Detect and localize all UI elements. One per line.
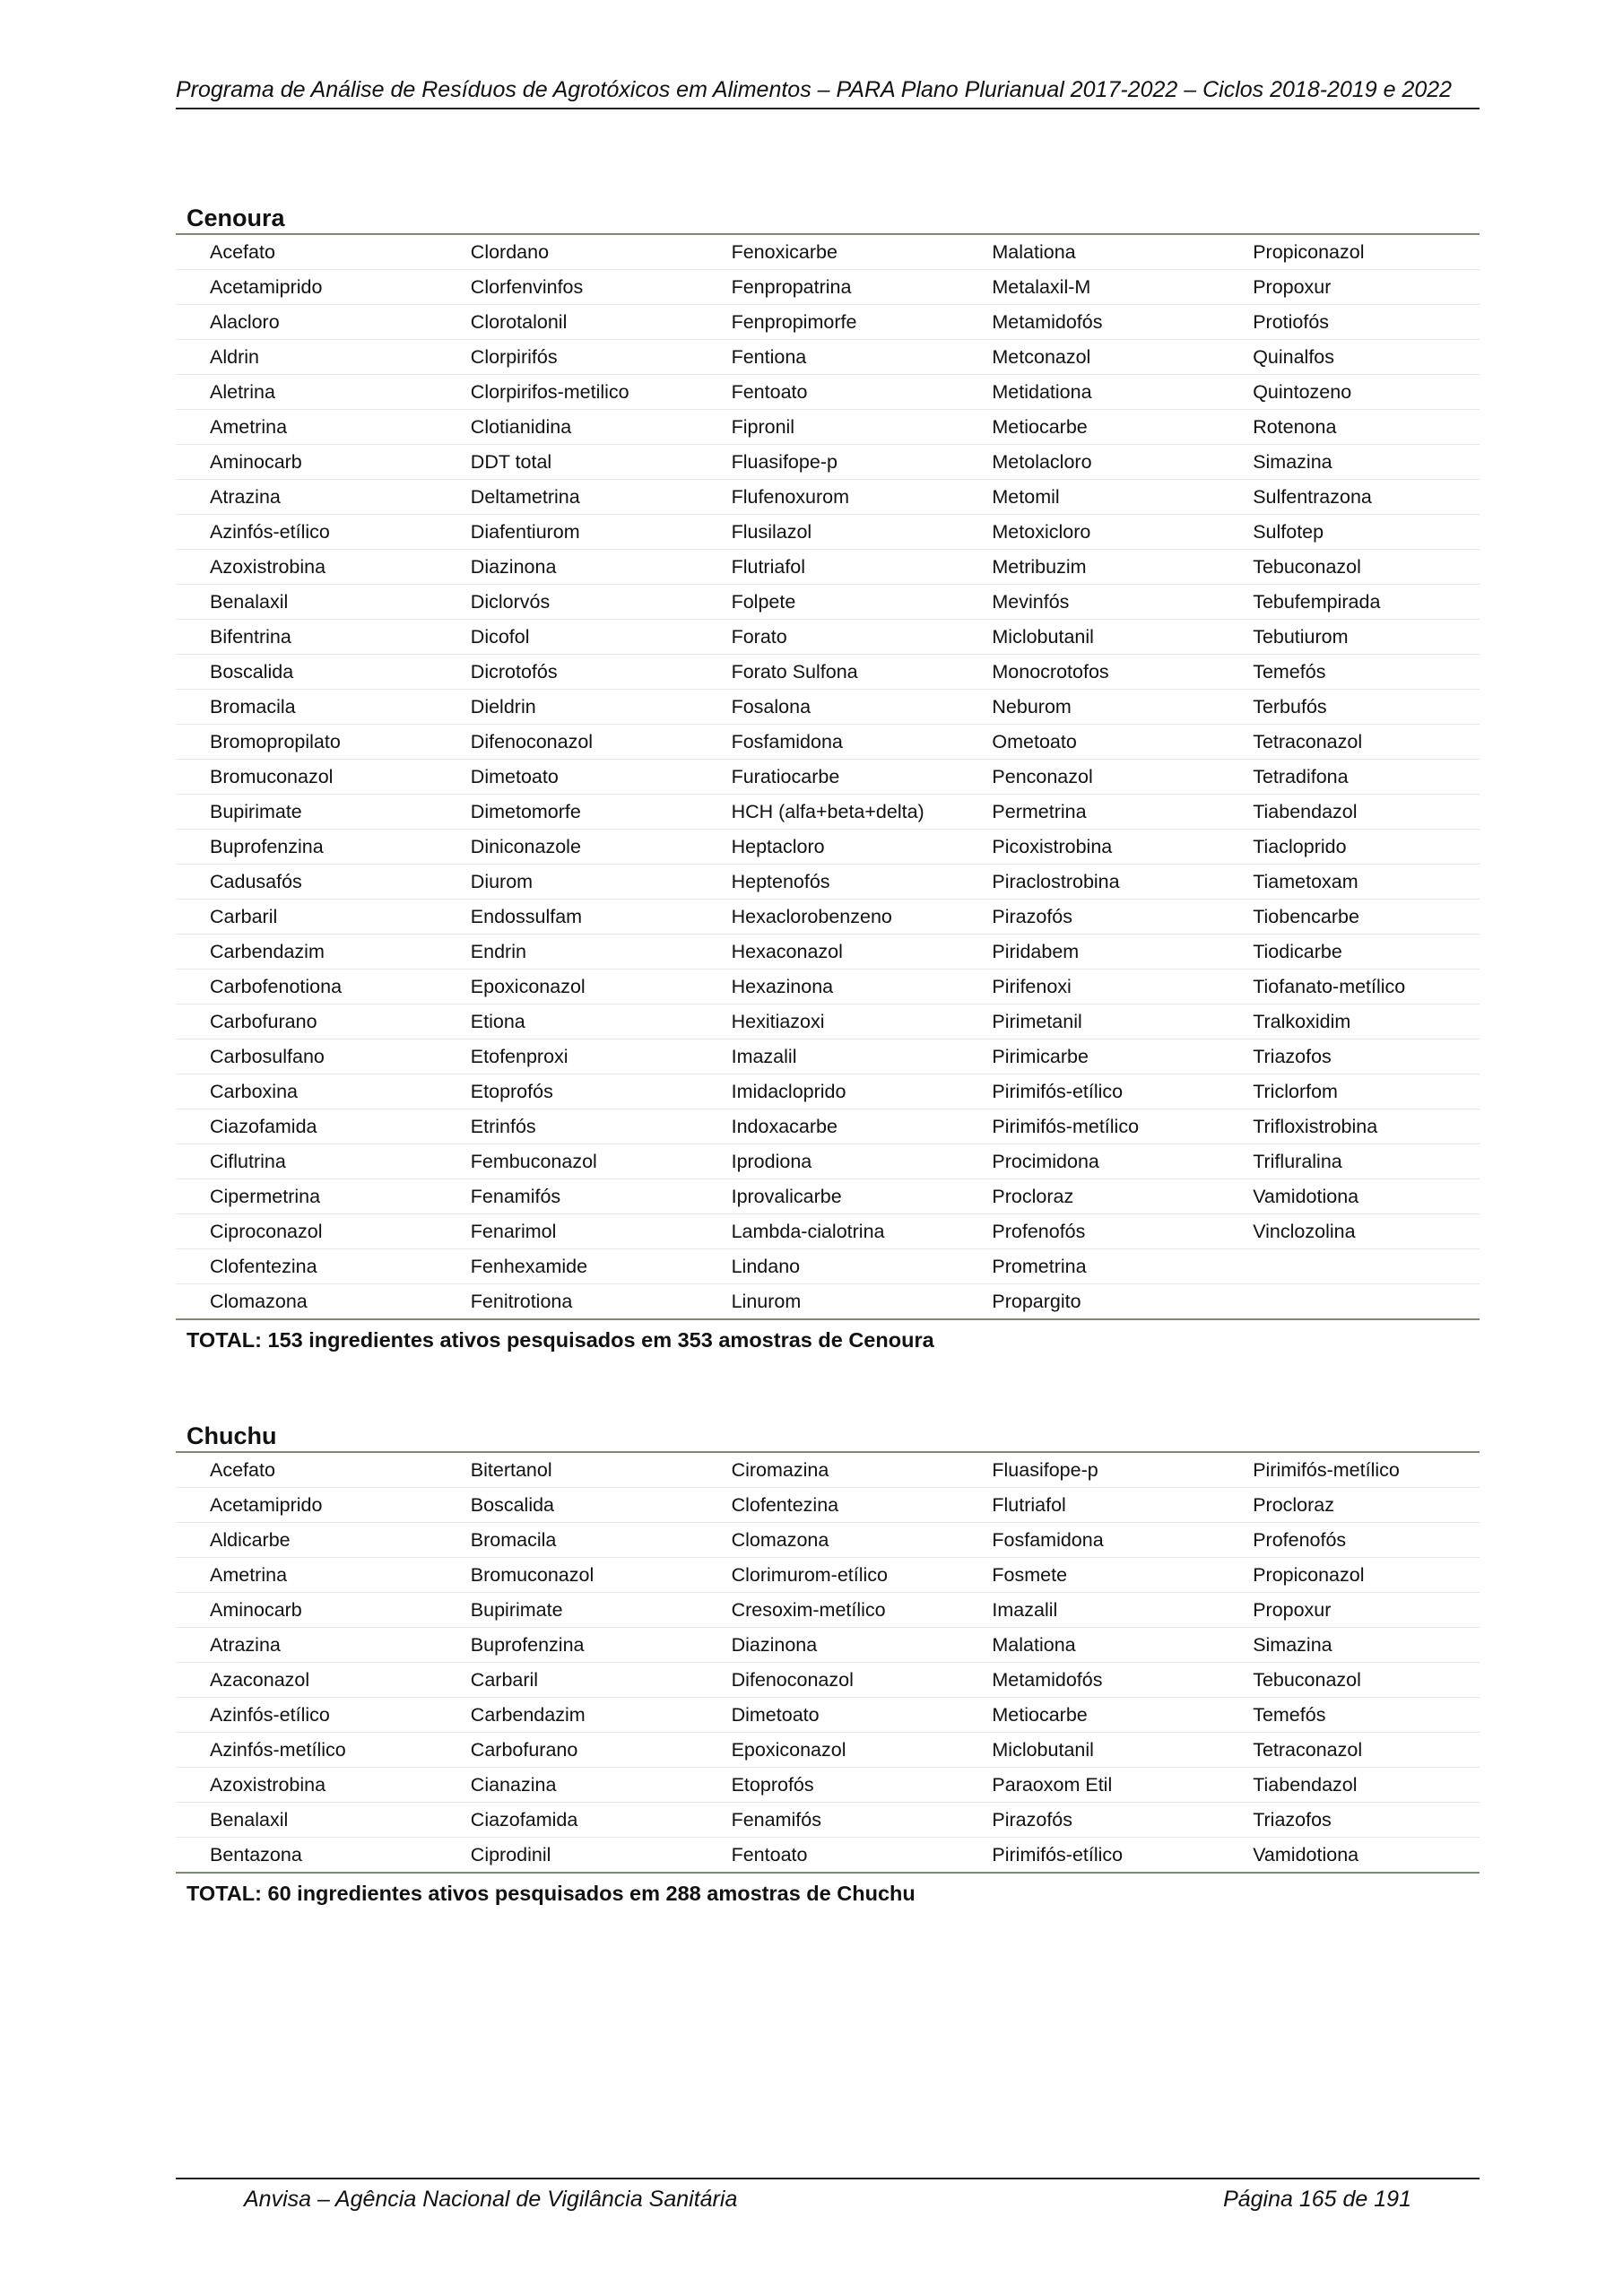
ingredient-cell: Diazinona xyxy=(731,1634,818,1656)
ingredient-cell: Fenpropimorfe xyxy=(731,311,857,333)
ingredient-cell: Clorotalonil xyxy=(470,311,568,333)
ingredient-cell: Vamidotiona xyxy=(1253,1186,1359,1207)
ingredient-cell: Acefato xyxy=(210,241,275,263)
ingredient-cell: Clordano xyxy=(470,241,550,263)
ingredient-cell: Fipronil xyxy=(731,416,795,438)
table-row xyxy=(176,725,1480,760)
ingredient-cell: Ametrina xyxy=(210,416,288,438)
section-total: TOTAL: 153 ingredientes ativos pesquisados em 353 amostras de Cenoura xyxy=(187,1328,934,1352)
ingredient-cell: Acefato xyxy=(210,1459,275,1481)
ingredient-cell: Pirazofós xyxy=(992,1809,1073,1831)
table-row xyxy=(176,970,1480,1004)
ingredient-cell: Propoxur xyxy=(1253,276,1332,298)
ingredient-cell: Dicofol xyxy=(470,626,530,648)
ingredient-cell: Indoxacarbe xyxy=(731,1116,838,1137)
ingredient-cell: Terbufós xyxy=(1253,696,1327,718)
ingredient-cell: Vinclozolina xyxy=(1253,1221,1356,1242)
ingredient-cell: Azinfós-etílico xyxy=(210,1704,330,1726)
table-row xyxy=(176,1109,1480,1144)
table-row xyxy=(176,375,1480,410)
ingredient-cell: Metamidofós xyxy=(992,1669,1103,1691)
ingredient-cell: Deltametrina xyxy=(470,486,580,508)
ingredient-cell: Tiofanato-metílico xyxy=(1253,976,1406,997)
ingredient-cell: Lindano xyxy=(731,1256,801,1277)
ingredient-cell: Ciprodinil xyxy=(470,1844,551,1866)
ingredient-cell: Clorfenvinfos xyxy=(470,276,584,298)
table-row xyxy=(176,1488,1480,1523)
ingredient-cell: Boscalida xyxy=(470,1494,555,1516)
ingredient-cell: Carbofurano xyxy=(470,1739,578,1761)
ingredient-cell: Flutriafol xyxy=(992,1494,1066,1516)
ingredient-cell: Fenamifós xyxy=(470,1186,561,1207)
ingredient-cell: Clomazona xyxy=(210,1291,308,1312)
ingredient-cell: Simazina xyxy=(1253,1634,1332,1656)
ingredient-cell xyxy=(1219,1249,1480,1283)
table-row xyxy=(176,1039,1480,1074)
ingredient-cell: Pirifenoxi xyxy=(992,976,1072,997)
ingredient-cell: Bentazona xyxy=(210,1844,302,1866)
ingredient-cell: Etofenproxi xyxy=(470,1046,568,1067)
ingredient-cell: Hexitiazoxi xyxy=(731,1011,825,1032)
ingredient-cell: Permetrina xyxy=(992,801,1087,822)
ingredient-cell: Tralkoxidim xyxy=(1253,1011,1351,1032)
ingredient-cell: Pirimifós-metílico xyxy=(992,1116,1140,1137)
ingredient-cell: Benalaxil xyxy=(210,1809,289,1831)
ingredient-cell: Profenofós xyxy=(1253,1529,1347,1551)
table-row xyxy=(176,1838,1480,1874)
ingredient-cell: Clorimurom-etílico xyxy=(731,1564,889,1586)
ingredient-cell: Cipermetrina xyxy=(210,1186,321,1207)
ingredient-cell: Neburom xyxy=(992,696,1072,718)
ingredient-cell: Vamidotiona xyxy=(1253,1844,1359,1866)
table-row xyxy=(176,585,1480,620)
ingredient-cell: Tetradifona xyxy=(1253,766,1349,787)
ingredient-cell: Miclobutanil xyxy=(992,1739,1094,1761)
ingredient-cell: Tebufempirada xyxy=(1253,591,1381,613)
ingredient-cell: Sulfentrazona xyxy=(1253,486,1372,508)
ingredient-cell: Bupirimate xyxy=(470,1599,563,1621)
table-row xyxy=(176,1179,1480,1214)
ingredient-cell: Tebuconazol xyxy=(1253,556,1361,578)
page-footer xyxy=(176,2178,1480,2212)
ingredient-cell: Metolacloro xyxy=(992,451,1092,473)
ingredient-cell: Heptacloro xyxy=(731,836,825,857)
ingredient-cell: Piraclostrobina xyxy=(992,871,1120,892)
ingredient-cell: Metconazol xyxy=(992,346,1091,368)
ingredient-cell: Malationa xyxy=(992,241,1076,263)
table-row xyxy=(176,1593,1480,1628)
table-row xyxy=(176,690,1480,725)
ingredient-cell: Flusilazol xyxy=(731,521,812,543)
ingredient-cell: Aminocarb xyxy=(210,1599,302,1621)
ingredient-cell: Diafentiurom xyxy=(470,521,580,543)
ingredient-cell: Tiobencarbe xyxy=(1253,906,1359,927)
ingredient-cell: Rotenona xyxy=(1253,416,1337,438)
ingredient-cell: Piridabem xyxy=(992,941,1080,962)
ingredient-cell: Etoprofós xyxy=(731,1774,814,1796)
table-row xyxy=(176,1558,1480,1593)
ingredient-cell: Pirimifós-metílico xyxy=(1253,1459,1400,1481)
ingredient-cell: Triclorfom xyxy=(1253,1081,1338,1102)
ingredient-cell: Bupirimate xyxy=(210,801,302,822)
table-row xyxy=(176,305,1480,340)
footer-agency: Anvisa – Agência Nacional de Vigilância Sanitária xyxy=(244,2187,738,2212)
ingredient-cell: Metalaxil-M xyxy=(992,276,1091,298)
table-row xyxy=(176,1074,1480,1109)
ingredient-cell: Imazalil xyxy=(992,1599,1058,1621)
ingredient-cell: Difenoconazol xyxy=(470,731,594,752)
ingredient-cell: Epoxiconazol xyxy=(470,976,586,997)
ingredient-cell: Fosfamidona xyxy=(992,1529,1104,1551)
ingredient-cell: Fluasifope-p xyxy=(731,451,838,473)
ingredient-table xyxy=(176,1453,1480,1874)
ingredient-cell: Clofentezina xyxy=(731,1494,839,1516)
ingredient-cell: Sulfotep xyxy=(1253,521,1324,543)
table-row xyxy=(176,900,1480,935)
ingredient-cell: Imidacloprido xyxy=(731,1081,846,1102)
table-row xyxy=(176,1284,1480,1320)
ingredient-cell: Epoxiconazol xyxy=(731,1739,846,1761)
ingredient-cell: Procimidona xyxy=(992,1151,1099,1172)
ingredient-cell xyxy=(1219,1284,1480,1318)
ingredient-cell: Linurom xyxy=(731,1291,802,1312)
ingredient-cell: Iprodiona xyxy=(731,1151,812,1172)
ingredient-cell: Azinfós-metílico xyxy=(210,1739,346,1761)
ingredient-cell: Metomil xyxy=(992,486,1060,508)
ingredient-cell: Diurom xyxy=(470,871,534,892)
ingredient-cell: Bifentrina xyxy=(210,626,291,648)
ingredient-cell: Carbendazim xyxy=(470,1704,586,1726)
ingredient-cell: Clorpirifós xyxy=(470,346,558,368)
page-header xyxy=(176,75,1480,109)
ingredient-cell: Azaconazol xyxy=(210,1669,310,1691)
ingredient-cell: Diclorvós xyxy=(470,591,551,613)
ingredient-cell: Etoprofós xyxy=(470,1081,553,1102)
ingredient-cell: Carbaril xyxy=(470,1669,539,1691)
ingredient-cell: Metiocarbe xyxy=(992,416,1088,438)
table-row xyxy=(176,515,1480,550)
ingredient-cell: Cianazina xyxy=(470,1774,557,1796)
ingredient-cell: Temefós xyxy=(1253,1704,1326,1726)
ingredient-cell: Fenitrotiona xyxy=(470,1291,573,1312)
ingredient-cell: Pirimicarbe xyxy=(992,1046,1089,1067)
table-row xyxy=(176,1803,1480,1838)
ingredient-cell: Tiacloprido xyxy=(1253,836,1347,857)
ingredient-cell: Prometrina xyxy=(992,1256,1087,1277)
ingredient-table xyxy=(176,235,1480,1320)
table-row xyxy=(176,1768,1480,1803)
ingredient-cell: Fentoato xyxy=(731,1844,808,1866)
footer-page-number: Página 165 de 191 xyxy=(1223,2187,1411,2212)
ingredient-cell: Picoxistrobina xyxy=(992,836,1113,857)
ingredient-cell: Pirimifós-etílico xyxy=(992,1081,1124,1102)
section-chuchu xyxy=(176,1421,1480,1909)
ingredient-cell: Fenamifós xyxy=(731,1809,821,1831)
ingredient-cell: Hexazinona xyxy=(731,976,834,997)
ingredient-cell: Propoxur xyxy=(1253,1599,1332,1621)
ingredient-cell: Etiona xyxy=(470,1011,525,1032)
ingredient-cell: Fluasifope-p xyxy=(992,1459,1098,1481)
ingredient-cell: Protiofós xyxy=(1253,311,1330,333)
table-row xyxy=(176,1144,1480,1179)
ingredient-cell: Fenhexamide xyxy=(470,1256,588,1277)
ingredient-cell: Folpete xyxy=(731,591,796,613)
ingredient-cell: Tebuconazol xyxy=(1253,1669,1361,1691)
ingredient-cell: DDT total xyxy=(470,451,552,473)
ingredient-cell: Iprovalicarbe xyxy=(731,1186,842,1207)
section-title: Chuchu xyxy=(176,1421,1480,1453)
ingredient-cell: Endrin xyxy=(470,941,526,962)
ingredient-cell: Flutriafol xyxy=(731,556,806,578)
ingredient-cell: Bitertanol xyxy=(470,1459,552,1481)
ingredient-cell: Dimetomorfe xyxy=(470,801,581,822)
ingredient-cell: Metiocarbe xyxy=(992,1704,1088,1726)
ingredient-cell: Fosfamidona xyxy=(731,731,843,752)
ingredient-cell: Aldicarbe xyxy=(210,1529,291,1551)
ingredient-cell: Ciflutrina xyxy=(210,1151,286,1172)
ingredient-cell: Fembuconazol xyxy=(470,1151,597,1172)
ingredient-cell: Mevinfós xyxy=(992,591,1070,613)
ingredient-cell: Hexaconazol xyxy=(731,941,843,962)
ingredient-cell: Fosalona xyxy=(731,696,812,718)
ingredient-cell: Ciazofamida xyxy=(470,1809,578,1831)
ingredient-cell: Flufenoxurom xyxy=(731,486,850,508)
ingredient-cell: Endossulfam xyxy=(470,906,583,927)
ingredient-cell: Difenoconazol xyxy=(731,1669,854,1691)
ingredient-cell: Azinfós-etílico xyxy=(210,521,330,543)
ingredient-cell: Fenoxicarbe xyxy=(731,241,838,263)
ingredient-cell: Tiodicarbe xyxy=(1253,941,1342,962)
ingredient-cell: Forato xyxy=(731,626,787,648)
ingredient-cell: Ciazofamida xyxy=(210,1116,317,1137)
ingredient-cell: Monocrotofos xyxy=(992,661,1109,683)
ingredient-cell: Tiabendazol xyxy=(1253,801,1358,822)
ingredient-cell: Metamidofós xyxy=(992,311,1103,333)
ingredient-cell: Cadusafós xyxy=(210,871,302,892)
ingredient-cell: Tetraconazol xyxy=(1253,1739,1363,1761)
table-row xyxy=(176,620,1480,655)
ingredient-cell: Fentoato xyxy=(731,381,808,403)
ingredient-cell: Clofentezina xyxy=(210,1256,317,1277)
table-row xyxy=(176,270,1480,305)
ingredient-cell: Carbendazim xyxy=(210,941,325,962)
ingredient-cell: Ciproconazol xyxy=(210,1221,323,1242)
ingredient-cell: Cresoxim-metílico xyxy=(731,1599,886,1621)
ingredient-cell: Miclobutanil xyxy=(992,626,1094,648)
ingredient-cell: Trifloxistrobina xyxy=(1253,1116,1378,1137)
ingredient-cell: Pirazofós xyxy=(992,906,1073,927)
ingredient-cell: Quinalfos xyxy=(1253,346,1335,368)
ingredient-cell: Atrazina xyxy=(210,486,281,508)
ingredient-cell: Forato Sulfona xyxy=(731,661,858,683)
ingredient-cell: Fentiona xyxy=(731,346,807,368)
ingredient-cell: Clotianidina xyxy=(470,416,572,438)
ingredient-cell: Metidationa xyxy=(992,381,1092,403)
table-row xyxy=(176,410,1480,445)
ingredient-cell: Pirimifós-etílico xyxy=(992,1844,1124,1866)
table-row xyxy=(176,865,1480,900)
section-total: TOTAL: 60 ingredientes ativos pesquisados em 288 amostras de Chuchu xyxy=(187,1882,916,1905)
section-cenoura xyxy=(176,203,1480,1356)
ingredient-cell: Tiametoxam xyxy=(1253,871,1358,892)
table-row xyxy=(176,1698,1480,1733)
ingredient-cell: Procloraz xyxy=(992,1186,1074,1207)
table-row xyxy=(176,1453,1480,1488)
ingredient-cell: Boscalida xyxy=(210,661,294,683)
ingredient-cell: Dimetoato xyxy=(731,1704,820,1726)
ingredient-cell: Tebutiurom xyxy=(1253,626,1349,648)
ingredient-cell: Malationa xyxy=(992,1634,1076,1656)
ingredient-cell: Trifluralina xyxy=(1253,1151,1342,1172)
ingredient-cell: Bromuconazol xyxy=(470,1564,595,1586)
table-row xyxy=(176,1523,1480,1558)
ingredient-cell: Lambda-cialotrina xyxy=(731,1221,885,1242)
table-row xyxy=(176,1004,1480,1039)
table-row xyxy=(176,550,1480,585)
ingredient-cell: Clorpirifos-metilico xyxy=(470,381,629,403)
ingredient-cell: Acetamiprido xyxy=(210,1494,323,1516)
ingredient-cell: Bromacila xyxy=(470,1529,557,1551)
table-row xyxy=(176,480,1480,515)
ingredient-cell: Diazinona xyxy=(470,556,557,578)
ingredient-cell: Propargito xyxy=(992,1291,1081,1312)
ingredient-cell: Temefós xyxy=(1253,661,1326,683)
ingredient-cell: Triazofos xyxy=(1253,1809,1332,1831)
ingredient-cell: Propiconazol xyxy=(1253,1564,1365,1586)
ingredient-cell: Dieldrin xyxy=(470,696,536,718)
ingredient-cell: Clomazona xyxy=(731,1529,829,1551)
ingredient-cell: Buprofenzina xyxy=(470,1634,585,1656)
ingredient-cell: Aletrina xyxy=(210,381,275,403)
table-row xyxy=(176,445,1480,480)
ingredient-cell: Metoxicloro xyxy=(992,521,1091,543)
ingredient-cell: Ometoato xyxy=(992,731,1077,752)
table-row xyxy=(176,830,1480,865)
ingredient-cell: Fosmete xyxy=(992,1564,1068,1586)
ingredient-cell: Ciromazina xyxy=(731,1459,829,1481)
ingredient-cell: Tiabendazol xyxy=(1253,1774,1358,1796)
ingredient-cell: Carboxina xyxy=(210,1081,298,1102)
ingredient-cell: Buprofenzina xyxy=(210,836,324,857)
ingredient-cell: Azoxistrobina xyxy=(210,1774,326,1796)
ingredient-cell: Acetamiprido xyxy=(210,276,323,298)
table-row xyxy=(176,340,1480,375)
ingredient-cell: Heptenofós xyxy=(731,871,830,892)
ingredient-cell: Fenpropatrina xyxy=(731,276,852,298)
ingredient-cell: Alacloro xyxy=(210,311,280,333)
ingredient-cell: Quintozeno xyxy=(1253,381,1352,403)
ingredient-cell: Furatiocarbe xyxy=(731,766,840,787)
table-row xyxy=(176,1733,1480,1768)
ingredient-cell: Bromopropilato xyxy=(210,731,341,752)
ingredient-cell: Procloraz xyxy=(1253,1494,1334,1516)
ingredient-cell: Benalaxil xyxy=(210,591,289,613)
header-text: Programa de Análise de Resíduos de Agrotóxicos em Alimentos – PARA Plano Plurianual 2017-2022 – Ciclos 2018-2019 e 2022 xyxy=(176,77,1453,102)
ingredient-cell: Triazofos xyxy=(1253,1046,1332,1067)
ingredient-cell: Fenarimol xyxy=(470,1221,557,1242)
table-row xyxy=(176,1663,1480,1698)
ingredient-cell: Tetraconazol xyxy=(1253,731,1363,752)
ingredient-cell: Imazalil xyxy=(731,1046,797,1067)
section-title: Cenoura xyxy=(176,203,1480,235)
ingredient-cell: Simazina xyxy=(1253,451,1332,473)
ingredient-cell: Azoxistrobina xyxy=(210,556,326,578)
ingredient-cell: Metribuzim xyxy=(992,556,1087,578)
table-row xyxy=(176,935,1480,970)
ingredient-cell: Aldrin xyxy=(210,346,259,368)
ingredient-cell: Carbaril xyxy=(210,906,278,927)
ingredient-cell: Etrinfós xyxy=(470,1116,536,1137)
ingredient-cell: Propiconazol xyxy=(1253,241,1365,263)
ingredient-cell: Penconazol xyxy=(992,766,1093,787)
ingredient-cell: Profenofós xyxy=(992,1221,1086,1242)
ingredient-cell: Diniconazole xyxy=(470,836,581,857)
ingredient-cell: Dicrotofós xyxy=(470,661,558,683)
table-row xyxy=(176,760,1480,795)
table-row xyxy=(176,795,1480,830)
ingredient-cell: Carbofenotiona xyxy=(210,976,343,997)
ingredient-cell: Aminocarb xyxy=(210,451,302,473)
ingredient-cell: Carbofurano xyxy=(210,1011,317,1032)
ingredient-cell: HCH (alfa+beta+delta) xyxy=(731,801,924,822)
table-row xyxy=(176,1249,1480,1284)
ingredient-cell: Dimetoato xyxy=(470,766,559,787)
ingredient-cell: Carbosulfano xyxy=(210,1046,325,1067)
ingredient-cell: Bromuconazol xyxy=(210,766,334,787)
ingredient-cell: Hexaclorobenzeno xyxy=(731,906,892,927)
table-row xyxy=(176,235,1480,270)
table-row xyxy=(176,1628,1480,1663)
ingredient-cell: Paraoxom Etil xyxy=(992,1774,1113,1796)
table-row xyxy=(176,1214,1480,1249)
ingredient-cell: Bromacila xyxy=(210,696,296,718)
table-row xyxy=(176,655,1480,690)
ingredient-cell: Atrazina xyxy=(210,1634,281,1656)
ingredient-cell: Ametrina xyxy=(210,1564,288,1586)
ingredient-cell: Pirimetanil xyxy=(992,1011,1082,1032)
